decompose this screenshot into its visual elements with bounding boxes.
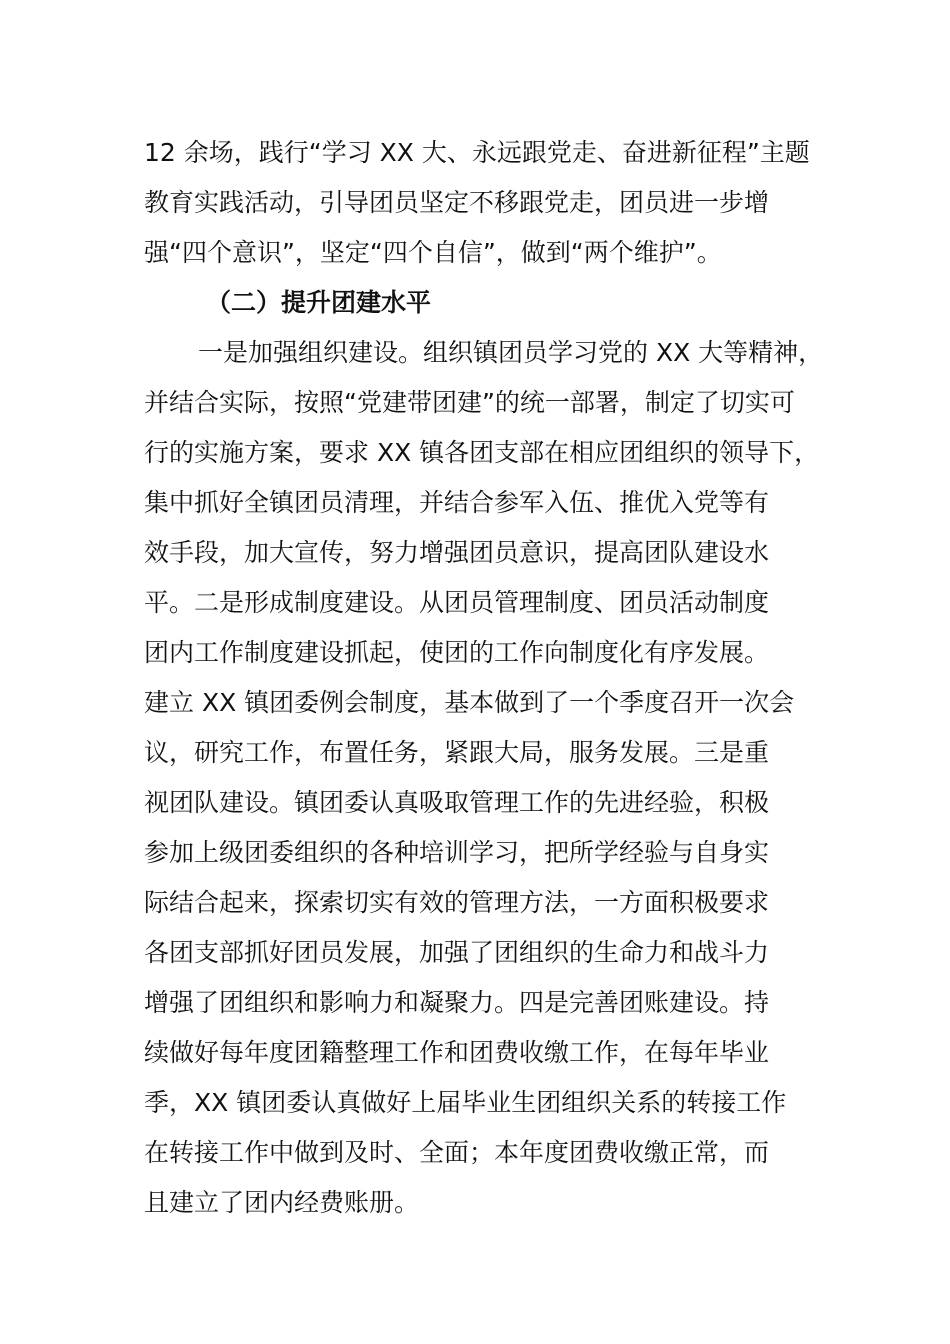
text-line: 续做好每年度团籍整理工作和团费收缴工作，在每年毕业 [144, 1038, 770, 1067]
text-line: 平。二是形成制度建设。从团员管理制度、团员活动制度 [144, 588, 770, 617]
text-line: 各团支部抓好团员发展，加强了团组织的生命力和战斗力 [144, 938, 770, 967]
text-line: 建立 XX 镇团委例会制度，基本做到了一个季度召开一次会 [144, 688, 795, 717]
text-line: 视团队建设。镇团委认真吸取管理工作的先进经验，积极 [144, 788, 770, 817]
section-heading: （二）提升团建水平 [206, 288, 432, 317]
text-line: 季，XX 镇团委认真做好上届毕业生团组织关系的转接工作 [144, 1088, 787, 1117]
text-line: 效手段，加大宣传，努力增强团员意识，提高团队建设水 [144, 538, 770, 567]
text-line: 12 余场，践行“学习 XX 大、永远跟党走、奋进新征程”主题 [144, 138, 810, 167]
text-line: 际结合起来，探索切实有效的管理方法，一方面积极要求 [144, 888, 770, 917]
text-line: 强“四个意识”，坚定“四个自信”，做到“两个维护”。 [144, 238, 722, 267]
text-line: 行的实施方案，要求 XX 镇各团支部在相应团组织的领导下， [144, 438, 820, 467]
text-line: 教育实践活动，引导团员坚定不移跟党走，团员进一步增 [144, 188, 770, 217]
text-line: 团内工作制度建设抓起，使团的工作向制度化有序发展。 [144, 638, 770, 667]
text-line: 并结合实际，按照“党建带团建”的统一部署，制定了切实可 [144, 388, 795, 417]
text-line: 且建立了团内经费账册。 [144, 1188, 420, 1217]
text-line: 参加上级团委组织的各种培训学习，把所学经验与自身实 [144, 838, 770, 867]
text-line: 一是加强组织建设。组织镇团员学习党的 XX 大等精神， [198, 338, 824, 367]
text-line: 集中抓好全镇团员清理，并结合参军入伍、推优入党等有 [144, 488, 770, 517]
document-text [144, 128, 844, 1228]
text-line: 在转接工作中做到及时、全面；本年度团费收缴正常，而 [144, 1138, 770, 1167]
text-line: 增强了团组织和影响力和凝聚力。四是完善团账建设。持 [144, 988, 770, 1017]
text-line: 议，研究工作，布置任务，紧跟大局，服务发展。三是重 [144, 738, 770, 767]
